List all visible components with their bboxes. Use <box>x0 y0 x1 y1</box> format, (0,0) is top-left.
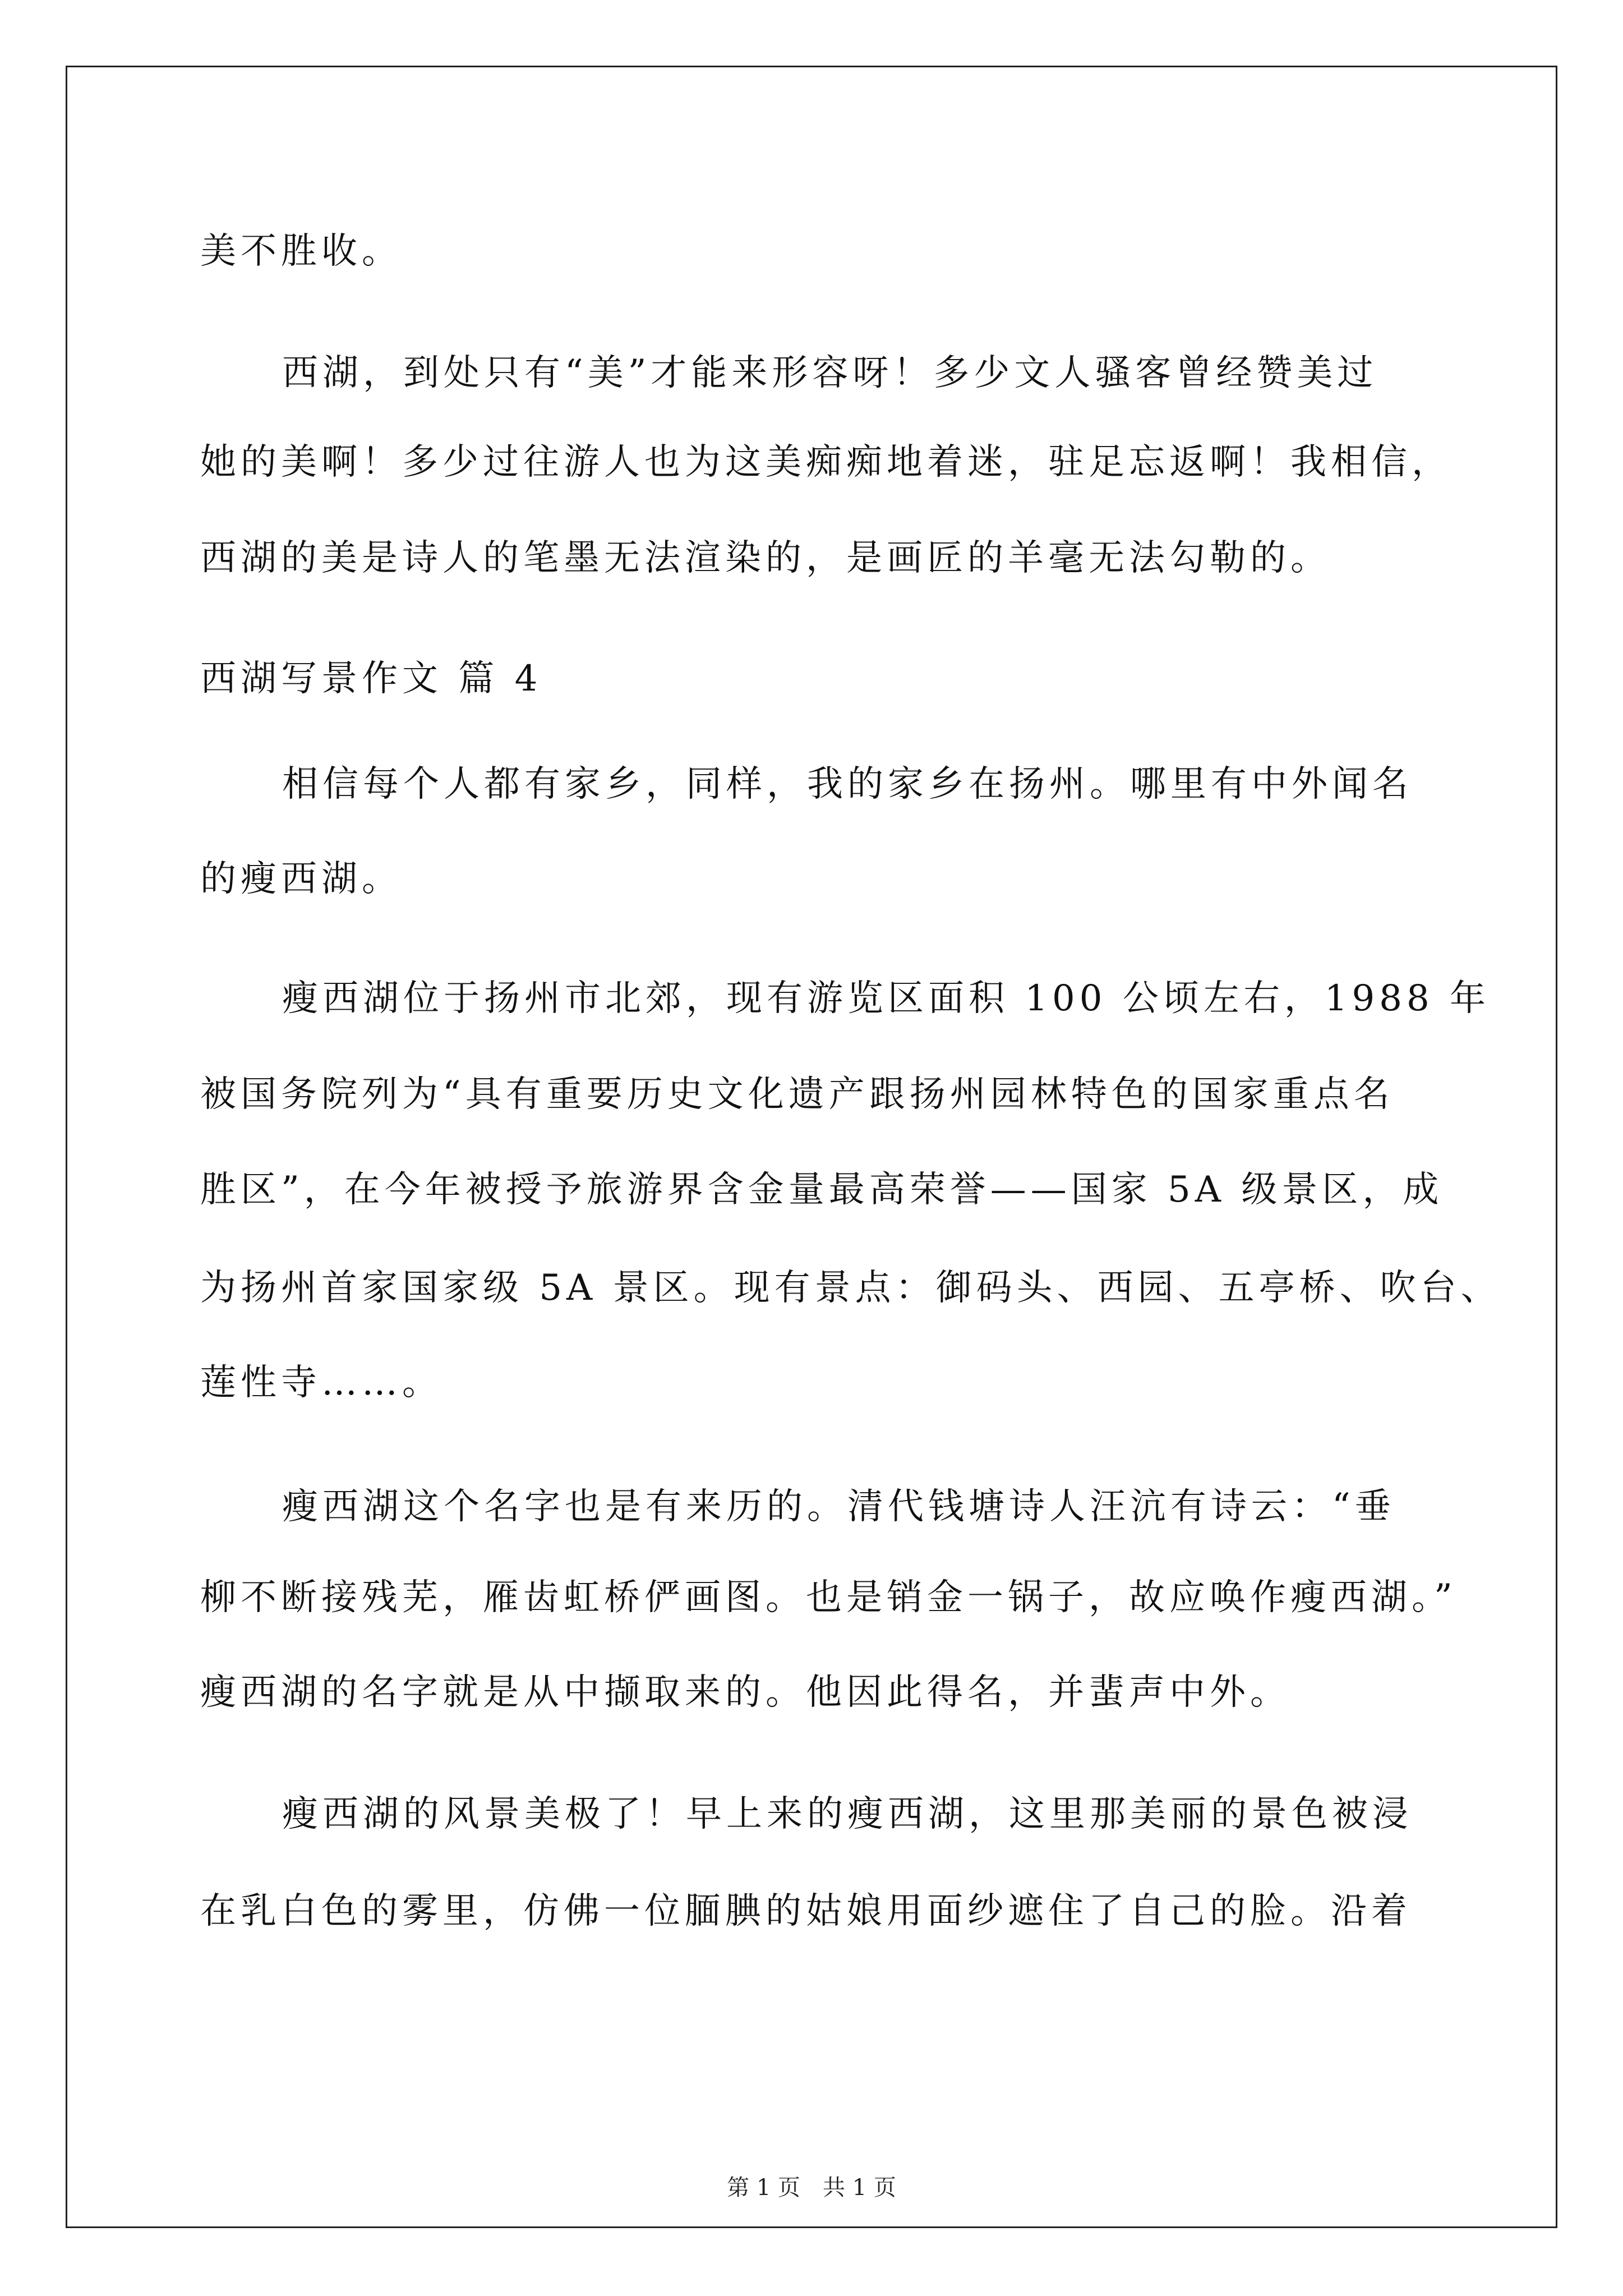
paragraph-line: 瘦西湖的名字就是从中撷取来的。他因此得名，并蜚声中外。 <box>200 1672 1290 1713</box>
paragraph-line: 胜区”，在今年被授予旅游界含金量最高荣誉——国家 5A 级景区，成 <box>200 1169 1444 1211</box>
paragraph-line: 的瘦西湖。 <box>200 858 402 900</box>
paragraph-line: 她的美啊！多少过往游人也为这美痴痴地着迷，驻足忘返啊！我相信， <box>200 441 1452 483</box>
paragraph-line: 瘦西湖的风景美极了！早上来的瘦西湖，这里那美丽的景色被浸 <box>282 1793 1413 1835</box>
section-heading: 西湖写景作文 篇 4 <box>200 658 542 700</box>
page-number-footer: 第 1 页 共 1 页 <box>727 2175 896 2201</box>
paragraph-line: 莲性寺……。 <box>200 1362 442 1404</box>
paragraph-line: 美不胜收。 <box>200 231 402 272</box>
paragraph-line: 西湖的美是诗人的笔墨无法渲染的，是画匠的羊毫无法勾勒的。 <box>200 537 1331 579</box>
paragraph-line: 瘦西湖这个名字也是有来历的。清代钱塘诗人汪沆有诗云：“垂 <box>282 1486 1395 1527</box>
paragraph-line: 为扬州首家国家级 5A 景区。现有景点：御码头、西园、五亭桥、吹台、 <box>200 1267 1501 1309</box>
paragraph-line: 西湖，到处只有“美”才能来形容呀！多少文人骚客曾经赞美过 <box>282 352 1378 394</box>
paragraph-line: 相信每个人都有家乡，同样，我的家乡在扬州。哪里有中外闻名 <box>282 763 1413 805</box>
paragraph-line: 在乳白色的雾里，仿佛一位腼腆的姑娘用面纱遮住了自己的脸。沿着 <box>200 1890 1412 1932</box>
paragraph-line: 瘦西湖位于扬州市北郊，现有游览区面积 100 公顷左右，1988 年 <box>282 978 1491 1019</box>
paragraph-line: 被国务院列为“具有重要历史文化遗产跟扬州园林特色的国家重点名 <box>200 1074 1394 1115</box>
paragraph-line: 柳不断接残芜，雁齿虹桥俨画图。也是销金一锅子，故应唤作瘦西湖。” <box>200 1577 1457 1618</box>
